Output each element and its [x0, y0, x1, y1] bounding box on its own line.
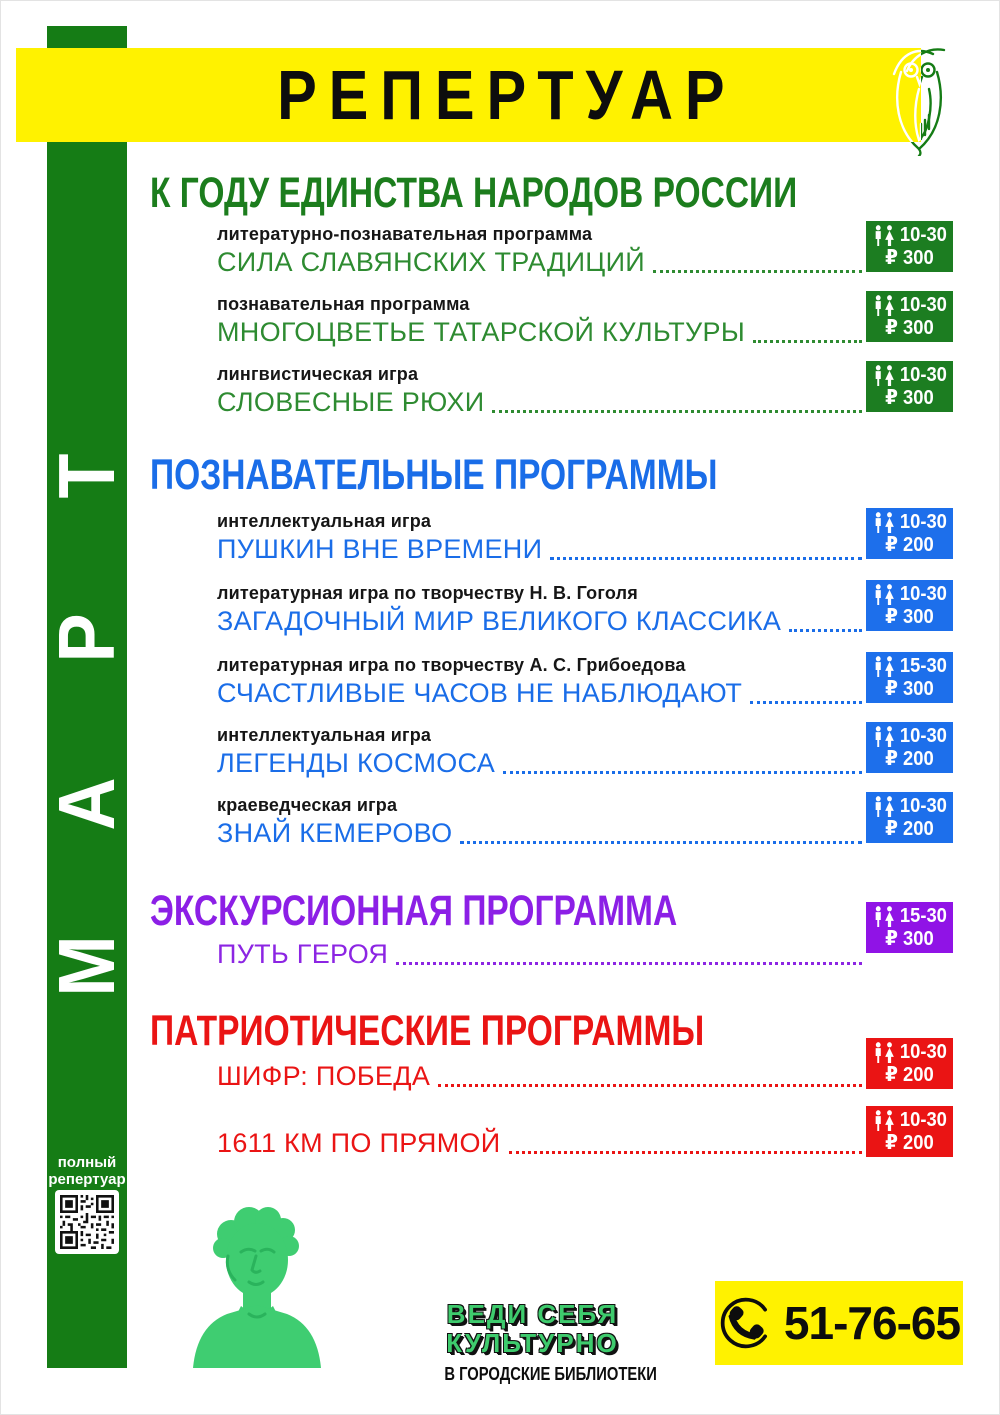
dotted-leader	[492, 410, 862, 413]
qr-code	[55, 1190, 119, 1254]
program-title: ПУТЬ ГЕРОЯ	[217, 939, 389, 969]
program-row	[217, 1061, 862, 1092]
price-badge	[866, 508, 953, 559]
program-subtitle: литературная игра по творчеству Н. В. Гоголя	[217, 583, 638, 603]
people-icon	[872, 512, 897, 533]
dotted-leader	[503, 771, 862, 774]
qr-label-line: репертуар	[48, 1171, 126, 1188]
program-subtitle: интеллектуальная игра	[217, 511, 432, 531]
price-badge	[866, 792, 953, 843]
phone-icon	[718, 1295, 774, 1351]
program-title: СЛОВЕСНЫЕ РЮХИ	[217, 387, 485, 417]
badge-price: ₽ 300	[885, 387, 934, 409]
dotted-leader	[438, 1084, 862, 1087]
price-badge	[866, 1038, 953, 1089]
badge-capacity: 10-30	[899, 294, 947, 316]
badge-price: ₽ 200	[885, 1064, 934, 1086]
owl-logo	[888, 44, 950, 156]
dotted-leader	[396, 962, 862, 965]
program-title: ШИФР: ПОБЕДА	[217, 1061, 431, 1091]
program-subtitle: литературная игра по творчеству А. С. Грибоедова	[217, 655, 686, 675]
badge-capacity: 15-30	[899, 655, 947, 677]
price-badge	[866, 361, 953, 412]
title-banner	[16, 48, 921, 142]
brand-logo-line: ВЕДИ СЕБЯ	[446, 1299, 619, 1329]
badge-price: ₽ 300	[885, 606, 934, 628]
program-title: ЗАГАДОЧНЫЙ МИР ВЕЛИКОГО КЛАССИКА	[217, 606, 782, 636]
program-subtitle: интеллектуальная игра	[217, 725, 432, 745]
badge-capacity: 10-30	[899, 1041, 947, 1063]
dotted-leader	[753, 340, 862, 343]
people-icon	[872, 796, 897, 817]
people-icon	[872, 1042, 897, 1063]
people-icon	[872, 295, 897, 316]
people-icon	[872, 656, 897, 677]
program-row	[217, 221, 862, 278]
program-title: ПУШКИН ВНЕ ВРЕМЕНИ	[217, 534, 543, 564]
badge-capacity: 15-30	[899, 905, 947, 927]
section-heading: ЭКСКУРСИОННАЯ ПРОГРАММА	[150, 887, 678, 935]
badge-price: ₽ 200	[885, 748, 934, 770]
program-subtitle: лингвистическая игра	[217, 364, 419, 384]
program-subtitle: познавательная программа	[217, 294, 470, 314]
brand-logo-tagline: В ГОРОДСКИЕ БИБЛИОТЕКИ	[444, 1364, 657, 1384]
program-row	[217, 1128, 862, 1159]
program-title: 1611 КМ ПО ПРЯМОЙ	[217, 1128, 501, 1158]
program-row	[217, 508, 862, 565]
brand-logo-line: КУЛЬТУРНО	[446, 1328, 619, 1358]
badge-capacity: 10-30	[899, 364, 947, 386]
program-row	[217, 652, 862, 709]
program-title: МНОГОЦВЕТЬЕ ТАТАРСКОЙ КУЛЬТУРЫ	[217, 317, 746, 347]
qr-label-line: полный	[57, 1154, 117, 1171]
month-sidebar	[42, 26, 131, 1368]
phone-banner	[715, 1281, 963, 1365]
badge-price: ₽ 200	[885, 818, 934, 840]
people-icon	[872, 726, 897, 747]
program-subtitle: литературно-познавательная программа	[217, 224, 593, 244]
badge-capacity: 10-30	[899, 795, 947, 817]
people-icon	[872, 365, 897, 386]
program-row	[217, 939, 862, 970]
program-title: ЛЕГЕНДЫ КОСМОСА	[217, 748, 496, 778]
badge-price: ₽ 200	[885, 1132, 934, 1154]
dotted-leader	[509, 1151, 862, 1154]
badge-price: ₽ 300	[885, 247, 934, 269]
badge-capacity: 10-30	[899, 224, 947, 246]
badge-price: ₽ 200	[885, 534, 934, 556]
price-badge	[866, 1106, 953, 1157]
program-title: ЗНАЙ КЕМЕРОВО	[217, 818, 453, 848]
people-icon	[872, 225, 897, 246]
program-subtitle: краеведческая игра	[217, 795, 398, 815]
people-icon	[872, 584, 897, 605]
badge-capacity: 10-30	[899, 511, 947, 533]
badge-price: ₽ 300	[885, 317, 934, 339]
people-icon	[872, 906, 897, 927]
price-badge	[866, 291, 953, 342]
price-badge	[866, 722, 953, 773]
program-title: СИЛА СЛАВЯНСКИХ ТРАДИЦИЙ	[217, 247, 645, 277]
section-heading: К ГОДУ ЕДИНСТВА НАРОДОВ РОССИИ	[150, 169, 798, 217]
program-row	[217, 722, 862, 779]
price-badge	[866, 580, 953, 631]
dotted-leader	[460, 841, 862, 844]
dotted-leader	[550, 557, 862, 560]
brand-logo	[425, 1299, 657, 1384]
price-badge	[866, 652, 953, 703]
month-letter: Т	[42, 453, 131, 499]
badge-capacity: 10-30	[899, 583, 947, 605]
badge-price: ₽ 300	[885, 678, 934, 700]
badge-capacity: 10-30	[899, 1109, 947, 1131]
program-row	[217, 792, 862, 849]
price-badge	[866, 221, 953, 272]
phone-number: 51-76-65	[783, 1297, 961, 1349]
badge-price: ₽ 300	[885, 928, 934, 950]
section-heading: ПАТРИОТИЧЕСКИЕ ПРОГРАММЫ	[150, 1007, 705, 1055]
month-letter: Р	[42, 613, 131, 663]
month-letter: А	[42, 777, 131, 831]
section-heading: ПОЗНАВАТЕЛЬНЫЕ ПРОГРАММЫ	[150, 451, 718, 499]
program-row	[217, 361, 862, 418]
program-row	[217, 580, 862, 637]
pushkin-bust-illustration	[165, 1202, 347, 1368]
dotted-leader	[789, 629, 862, 632]
dotted-leader	[750, 701, 862, 704]
qr-code-icon	[60, 1195, 114, 1249]
poster-title: РЕПЕРТУАР	[277, 56, 737, 134]
price-badge	[866, 902, 953, 953]
program-title: СЧАСТЛИВЫЕ ЧАСОВ НЕ НАБЛЮДАЮТ	[217, 678, 743, 708]
qr-label	[47, 1154, 127, 1188]
month-letter: М	[42, 935, 131, 997]
program-row	[217, 291, 862, 348]
dotted-leader	[653, 270, 862, 273]
people-icon	[872, 1110, 897, 1131]
badge-capacity: 10-30	[899, 725, 947, 747]
